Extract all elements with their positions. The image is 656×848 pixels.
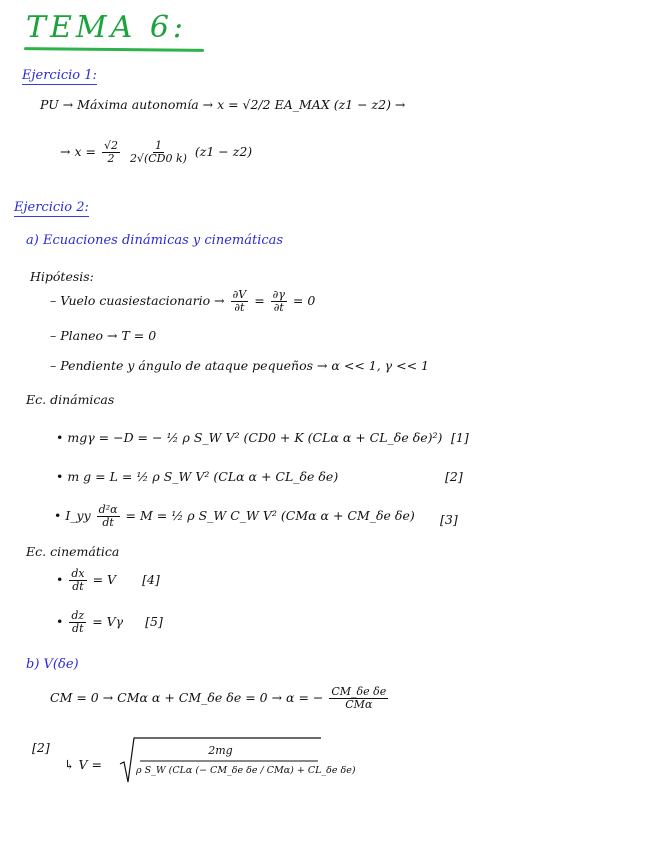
c1-suffix: = V: [92, 572, 117, 588]
b1-frac: [329, 686, 388, 711]
hipotesis-3: – Pendiente y ángulo de ataque pequeños → α << 1, γ << 1: [50, 358, 429, 373]
frac-num: √2: [103, 139, 118, 152]
frac-num: CM_δe δe: [331, 685, 387, 698]
frac-den: CMα: [345, 698, 373, 712]
b1-text: CM = 0 → CMα α + CM_δe δe = 0 → α = −: [50, 690, 324, 706]
sqrt-fraction: [118, 736, 356, 786]
c2-frac: [69, 610, 86, 635]
frac-num: 1: [154, 139, 162, 152]
frac-num: dz: [71, 609, 85, 622]
ec-cinematica-label: Ec. cinemática: [26, 544, 120, 559]
title-underline: [24, 47, 204, 52]
d3-frac: [97, 504, 120, 529]
frac-den: dt: [72, 580, 84, 594]
c2-suffix: = Vγ: [92, 614, 124, 630]
hipotesis-label: Hipótesis:: [30, 269, 94, 284]
h1-frac-dv: [231, 289, 249, 314]
eq-dyn-3: [54, 504, 415, 529]
ej2-heading: Ejercicio 2:: [14, 200, 89, 215]
hipotesis-2: – Planeo → T = 0: [50, 328, 157, 343]
c2-tag: [5]: [145, 614, 163, 630]
d3-prefix: • I_yy: [54, 508, 91, 524]
frac-den: 2: [107, 152, 115, 166]
ej1-heading: Ejercicio 1:: [22, 68, 97, 83]
ej1-line2-prefix: → x =: [60, 144, 96, 160]
eq-dyn-3-tag: [3]: [440, 512, 458, 527]
frac-den: ∂t: [273, 301, 284, 315]
ej1-frac-root: [128, 140, 189, 165]
eq-kin-2: [56, 610, 163, 635]
ej1-line2: [60, 140, 252, 165]
eq-dyn-1: • mgγ = −D = − ½ ρ S_W V² (CD0 + K (CLα α + CL_δe δe)²): [56, 430, 443, 445]
h1-eq: = 0: [292, 293, 316, 309]
h1-frac-dgamma: [271, 289, 287, 314]
ej1-line2-suffix: (z1 − z2): [194, 144, 253, 160]
frac-den: dt: [102, 516, 114, 530]
frac-den: ∂t: [234, 301, 245, 315]
b2-denominator: ρ S_W (CLα (− CM_δe δe / CMα) + CL_δe δe): [136, 765, 356, 776]
eq-b1: [50, 686, 390, 711]
eq-b2-tag: [2]: [32, 740, 50, 755]
c1-tag: [4]: [142, 572, 160, 588]
frac-num: ∂γ: [272, 288, 285, 301]
d3-suffix: = M = ½ ρ S_W C_W V² (CMα α + CM_δe δe): [125, 508, 415, 524]
eq-kin-1: [56, 568, 160, 593]
frac-num: ∂V: [232, 288, 247, 301]
page-title: TEMA 6:: [26, 10, 188, 45]
frac-den: 2√(CD0 k): [129, 152, 187, 166]
ej1-frac-sqrt2: [102, 140, 120, 165]
ec-dinamicas-label: Ec. dinámicas: [26, 392, 115, 407]
eq-dyn-2-tag: [2]: [445, 469, 463, 484]
bullet: •: [56, 614, 64, 630]
equals-sign: =: [254, 293, 265, 309]
b2-numerator: 2mg: [208, 744, 233, 757]
bullet: •: [56, 572, 64, 588]
frac-num: d²α: [98, 503, 118, 516]
frac-den: dt: [72, 622, 84, 636]
hipotesis-1: [50, 289, 315, 314]
part-b-heading: b) V(δe): [26, 657, 79, 672]
frac-num: dx: [71, 567, 85, 580]
eq-dyn-2: • m g = L = ½ ρ S_W V² (CLα α + CL_δe δe): [56, 469, 339, 484]
eq-dyn-1-tag: [1]: [451, 430, 469, 445]
ej1-line1: PU → Máxima autonomía → x = √2/2 EA_MAX (z1 − z2) →: [40, 97, 406, 112]
c1-frac: [69, 568, 86, 593]
h1-text: – Vuelo cuasiestacionario →: [50, 293, 225, 309]
eq-b2-arrow: ↳ V =: [64, 757, 102, 772]
part-a-heading: a) Ecuaciones dinámicas y cinemáticas: [26, 233, 284, 248]
